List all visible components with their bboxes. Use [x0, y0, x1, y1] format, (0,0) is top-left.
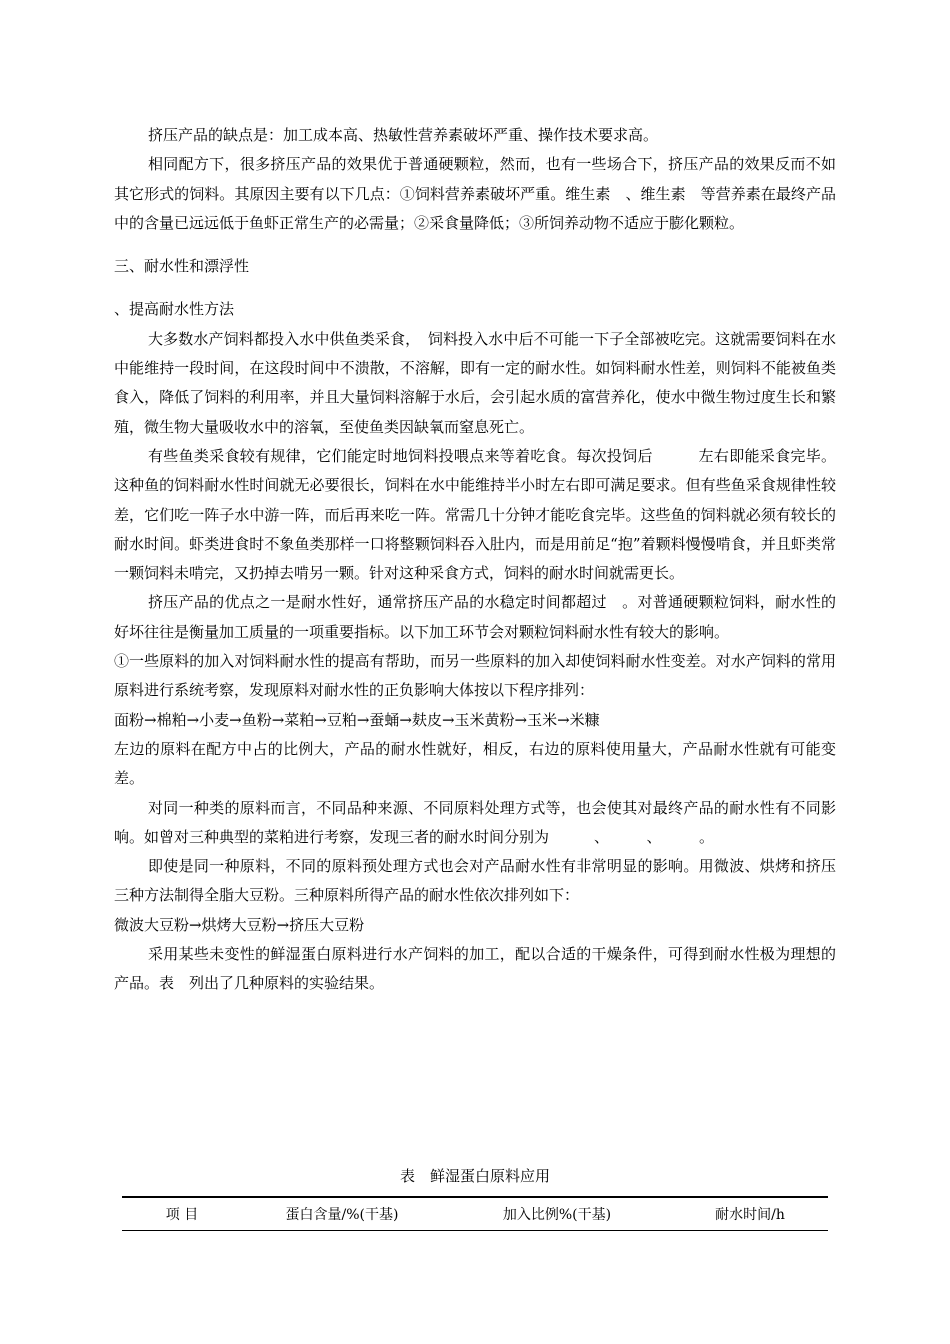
table-header-item: 项 目 — [165, 1207, 199, 1223]
table-caption: 表 鲜湿蛋白原料应用 — [399, 1167, 550, 1185]
paragraph-feeding-habits: 有些鱼类采食较有规律，它们能定时地饲料投喂点来等着吃食。每次投饲后 左右即能采食完毕。这种鱼的饲料耐水性时间就无必要很长，饲料在水中能维持半小时左右即可满足要求。但有些鱼采食规律性较差，它们吃一阵子水中游一阵，而后再来吃一阵。常需几十分钟才能吃食完毕。这些鱼的饲料就必须有较长的耐水时间。虾类进食时不象鱼类那样一口将整颗饲料吞入肚内，而是用前足“抱”着颗料慢慢啃食，并且虾类常一颗饲料未啃完，又扔掉去啃另一颗。针对这种采食方式，饲料的耐水时间就需更长。 — [114, 446, 836, 583]
paragraph-water-stability-need: 大多数水产饲料都投入水中供鱼类采食， 饲料投入水中后不可能一下子全部被吃完。这就需要饲料在水中能维持一段时间，在这段时间中不溃散，不溶解，即有一定的耐水性。如饲料耐水性差，则饲料不能被鱼类食入，降低了饲料的利用率，并且大量饲料溶解于水后，会引起水质的富营养化，使水中微生物过度生长和繁殖，微生物大量吸收水中的溶氧，至使鱼类因缺氧而窒息死亡。 — [114, 329, 836, 436]
document-body — [114, 121, 836, 999]
paragraph-raw-material-influence: ①一些原料的加入对饲料耐水性的提高有帮助，而另一些原料的加入却使饲料耐水性变差。对水产饲料的常用原料进行系统考察，发现原料对耐水性的正负影响大体按以下程序排列： — [114, 652, 836, 700]
soybean-sequence: 微波大豆粉→烘烤大豆粉→挤压大豆粉 — [114, 915, 365, 934]
table-header-row — [122, 1198, 828, 1230]
table-header-water-time: 耐水时间/h — [715, 1207, 785, 1223]
paragraph-fresh-protein: 采用某些未变性的鲜湿蛋白原料进行水产饲料的加工，配以合适的干燥条件，可得到耐水性极为理想的产品。表 列出了几种原料的实验结果。 — [114, 945, 836, 993]
paragraph-extrusion-comparison: 相同配方下，很多挤压产品的效果优于普通硬颗粒，然而，也有一些场合下，挤压产品的效果反而不如其它形式的饲料。其原因主要有以下几点：①饲料营养素破坏严重。维生素 、维生素 等营养素在最终产品中的含量已远远低于鱼虾正常生产的必需量；②采食量降低；③所饲养动物不适应于膨化颗粒。 — [114, 155, 836, 232]
data-table — [122, 1196, 828, 1231]
paragraph-extrusion-advantage: 挤压产品的优点之一是耐水性好，通常挤压产品的水稳定时间都超过 。对普通硬颗粒饲料，耐水性的好坏往往是衡量加工质量的一项重要指标。以下加工环节会对颗粒饲料耐水性有较大的影响。 — [114, 593, 836, 641]
spacer — [114, 238, 836, 252]
paragraph-sequence-explanation: 左边的原料在配方中占的比例大，产品的耐水性就好，相反，右边的原料使用量大，产品耐水性就有可能变差。 — [114, 739, 836, 788]
paragraph-same-material-variation: 对同一种类的原料而言，不同品种来源、不同原料处理方式等，也会使其对最终产品的耐水性有不同影响。如曾对三种典型的菜粕进行考察，发现三者的耐水时间分别为 、 、 。 — [114, 798, 836, 846]
spacer — [114, 281, 836, 295]
subsection-heading: 、提高耐水性方法 — [114, 300, 235, 319]
table-header-rule — [122, 1230, 828, 1231]
table-header-protein: 蛋白含量/%(干基) — [285, 1207, 399, 1223]
paragraph-extrusion-drawbacks: 挤压产品的缺点是：加工成本高、热敏性营养素破坏严重、操作技术要求高。 — [148, 126, 659, 144]
section-heading: 三、耐水性和漂浮性 — [114, 257, 250, 276]
paragraph-pretreatment: 即使是同一种原料，不同的原料预处理方式也会对产品耐水性有非常明显的影响。用微波、烘烤和挤压三种方法制得全脂大豆粉。三种原料所得产品的耐水性依次排列如下： — [114, 857, 836, 905]
raw-material-sequence: 面粉→棉粕→小麦→鱼粉→菜粕→豆粕→蚕蛹→麸皮→玉米黄粉→玉米→米糠 — [114, 710, 600, 729]
table-header-ratio: 加入比例%(干基) — [502, 1207, 612, 1223]
